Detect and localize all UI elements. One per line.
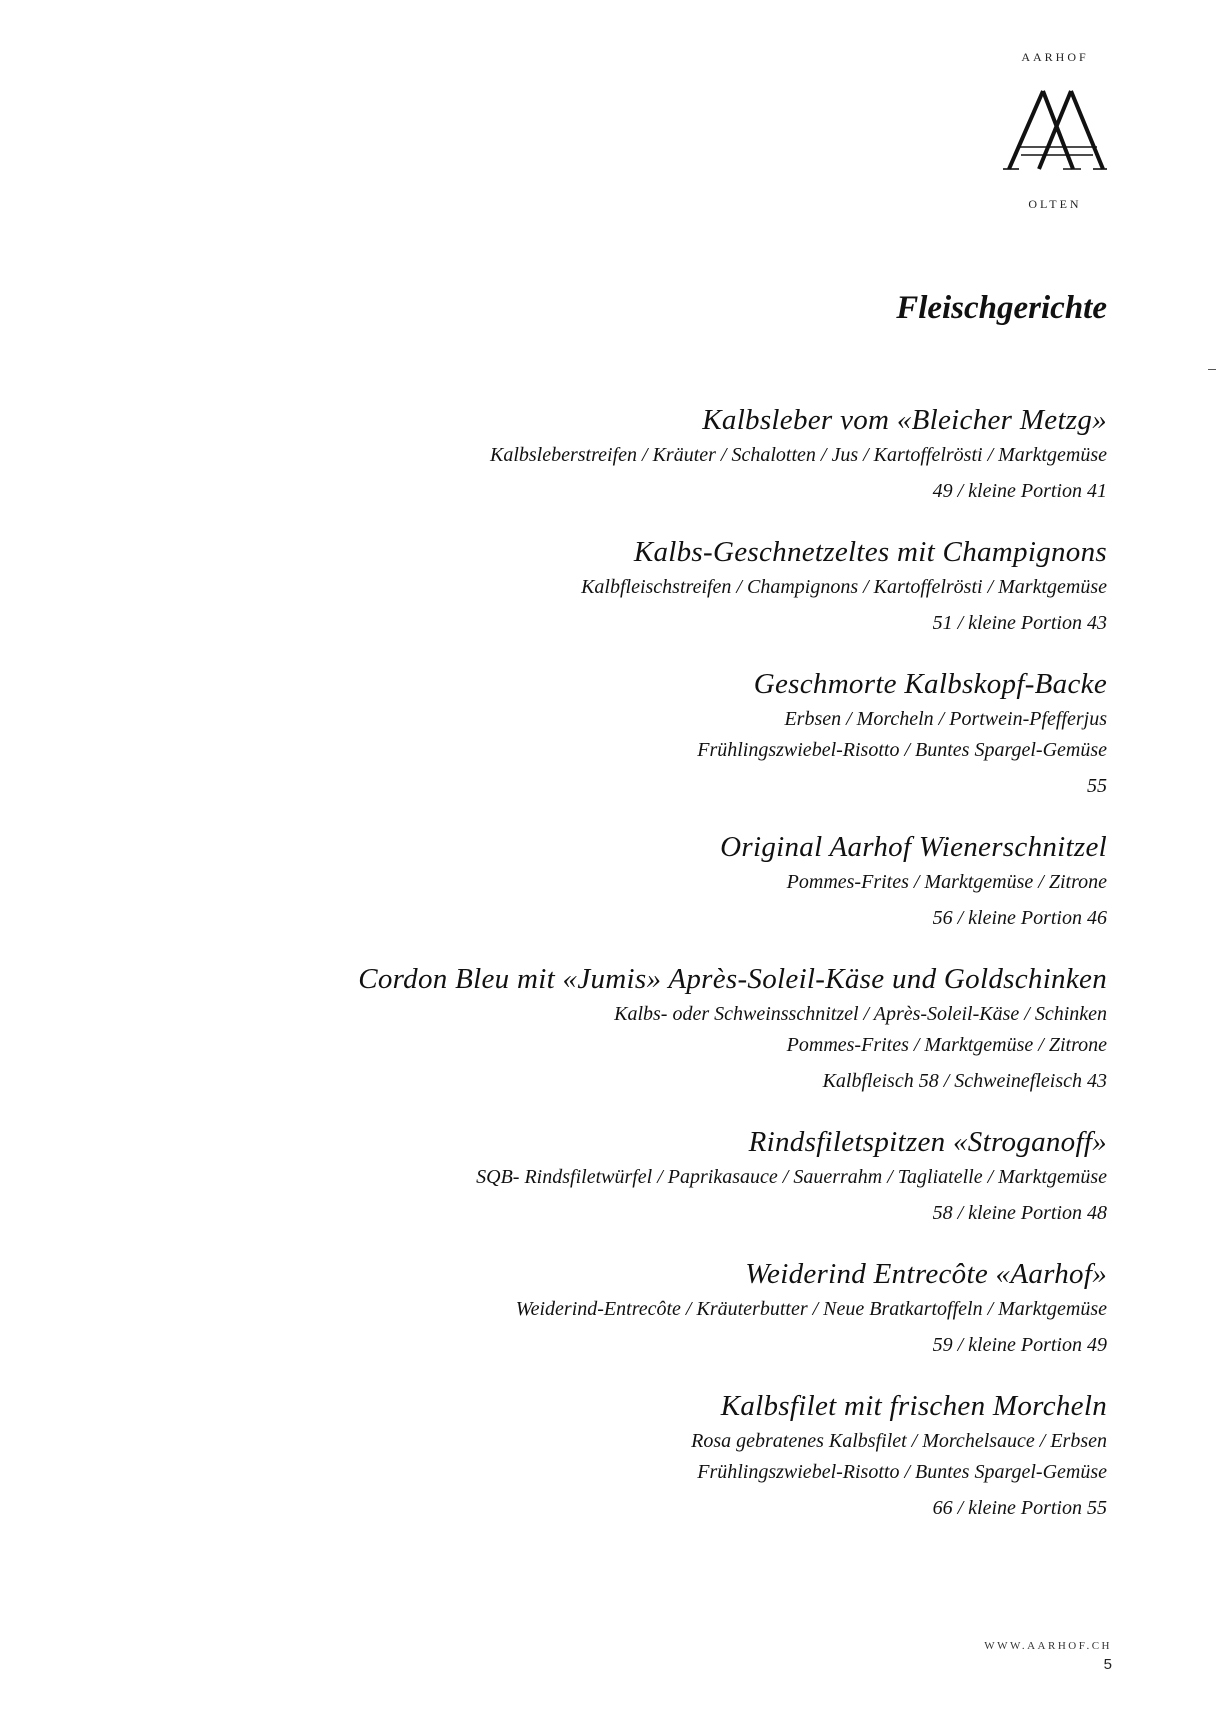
dish-name: Kalbsfilet mit frischen Morcheln <box>720 1390 1107 1422</box>
dish-description: Kalbfleischstreifen / Champignons / Kartoffelrösti / Marktgemüse <box>581 576 1107 598</box>
dish-item <box>107 827 1107 934</box>
dish-list <box>107 400 1107 1549</box>
dish-description: Frühlingszwiebel-Risotto / Buntes Spargel-Gemüse <box>697 1461 1107 1483</box>
dish-description: Pommes-Frites / Marktgemüse / Zitrone <box>786 871 1107 893</box>
page-footer <box>984 1640 1112 1673</box>
dish-price: 51 / kleine Portion 43 <box>932 612 1107 634</box>
dish-item <box>107 400 1107 507</box>
margin-tick <box>1208 369 1216 370</box>
dish-name: Original Aarhof Wienerschnitzel <box>720 831 1107 863</box>
dish-item <box>107 1254 1107 1361</box>
dish-description: Kalbs- oder Schweinsschnitzel / Après-Soleil-Käse / Schinken <box>614 1003 1107 1025</box>
logo-top-text: AARHOF <box>1021 50 1089 64</box>
dish-description: Rosa gebratenes Kalbsfilet / Morchelsauce / Erbsen <box>691 1430 1107 1452</box>
dish-item <box>107 1386 1107 1524</box>
dish-price: 58 / kleine Portion 48 <box>932 1202 1107 1224</box>
dish-price: 55 <box>1087 775 1107 797</box>
dish-name: Cordon Bleu mit «Jumis» Après-Soleil-Käse und Goldschinken <box>358 963 1107 995</box>
dish-item <box>107 664 1107 802</box>
dish-description: Erbsen / Morcheln / Portwein-Pfefferjus <box>784 708 1107 730</box>
brand-logo <box>985 50 1125 212</box>
dish-price: 49 / kleine Portion 41 <box>932 480 1107 502</box>
aa-monogram-icon <box>1003 89 1107 171</box>
dish-item <box>107 1122 1107 1229</box>
website-link[interactable]: WWW.AARHOF.CH <box>984 1640 1112 1652</box>
logo-bottom-text: OLTEN <box>1028 197 1082 211</box>
dish-name: Geschmorte Kalbskopf-Backe <box>753 668 1107 700</box>
dish-item <box>107 532 1107 639</box>
dish-name: Kalbsleber vom «Bleicher Metzg» <box>702 404 1107 436</box>
dish-item <box>107 959 1107 1097</box>
dish-price: 56 / kleine Portion 46 <box>932 907 1107 929</box>
dish-description: Pommes-Frites / Marktgemüse / Zitrone <box>786 1034 1107 1056</box>
dish-price: 59 / kleine Portion 49 <box>932 1334 1107 1356</box>
dish-description: Kalbsleberstreifen / Kräuter / Schalotten / Jus / Kartoffelrösti / Marktgemüse <box>490 444 1107 466</box>
dish-name: Weiderind Entrecôte «Aarhof» <box>745 1258 1107 1290</box>
page-number: 5 <box>1103 1656 1112 1673</box>
dish-description: Frühlingszwiebel-Risotto / Buntes Spargel-Gemüse <box>697 739 1107 761</box>
dish-name: Kalbs-Geschnetzeltes mit Champignons <box>633 536 1107 568</box>
dish-description: Weiderind-Entrecôte / Kräuterbutter / Neue Bratkartoffeln / Marktgemüse <box>515 1298 1107 1320</box>
dish-name: Rindsfiletspitzen «Stroganoff» <box>748 1126 1107 1158</box>
section-title: Fleischgerichte <box>896 290 1107 326</box>
dish-price: 66 / kleine Portion 55 <box>932 1497 1107 1519</box>
dish-description: SQB- Rindsfiletwürfel / Paprikasauce / Sauerrahm / Tagliatelle / Marktgemüse <box>476 1166 1107 1188</box>
dish-price: Kalbfleisch 58 / Schweinefleisch 43 <box>822 1070 1107 1092</box>
